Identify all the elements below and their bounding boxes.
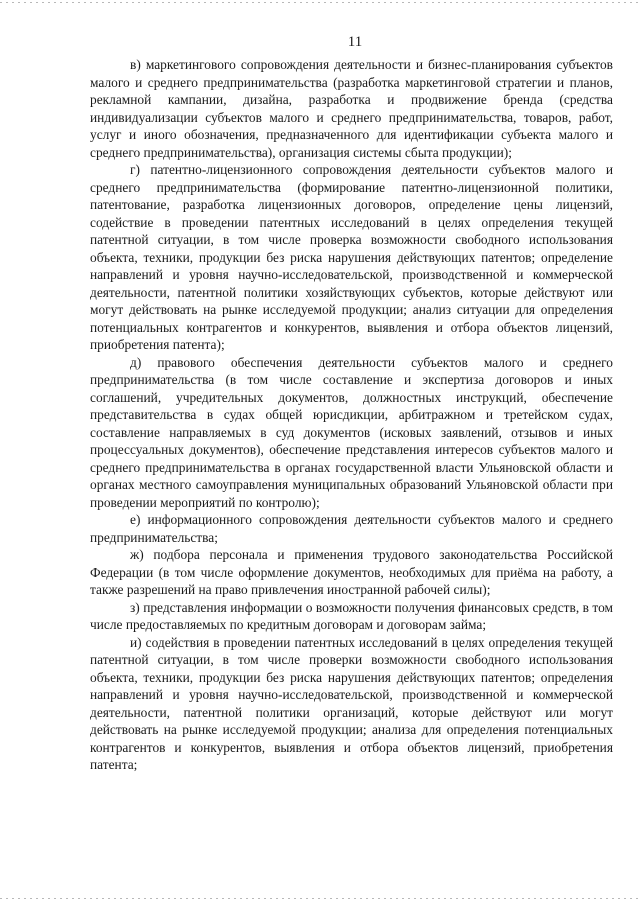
page-number: 11 [347, 34, 363, 50]
paragraph-i: и) содействия в проведении патентных исследований в целях определения текущей патентной ситуации, в том числе проверки возможности свободного использования объекта, техники, продукции без риска нарушения действующих патентов; определения направлений и уровня научно-исследовательской, производственной и коммерческой деятельности, патентной политики организаций, которые действуют или могут действовать на рынке исследуемой продукции; анализа для определения потенциальных контрагентов и конкурентов, выявления и отбора объектов лицензий, приобретения патента; [90, 634, 613, 772]
paragraph-zh: ж) подбора персонала и применения трудового законодательства Российской Федерации (в том числе оформление документов, необходимых для приёма на работу, а также разрешений на право привлечения иностранной рабочей силы); [90, 547, 613, 597]
paragraph-g: г) патентно-лицензионного сопровождения деятельности субъектов малого и среднего предпринимательства (формирование патентно-лицензионной политики, патентование, разработка лицензионных договоров, определение цены лицензий, содействие в проведении патентных исследований в целях определения текущей патентной ситуации, в том числе проверка возможности свободного использования объекта, техники, продукции без риска нарушения действующих патентов; определение направлений и уровня научно-исследовательской, производственной и коммерческой деятельности, патентной политики хозяйствующих субъектов, которые действуют или могут действовать на рынке исследуемой продукции; анализ ситуации для определения потенциальных контрагентов и конкурентов, выявления и отбора объектов лицензий, приобретения патента); [90, 162, 613, 352]
scan-edge-top [0, 2, 640, 3]
paragraph-d: д) правового обеспечения деятельности субъектов малого и среднего предпринимательства (в том числе составление и экспертиза договоров и иных соглашений, учредительных документов, должностных инструкций, обеспечение представительства в судах общей юрисдикции, арбитражном и третейском судах, составление направляемых в суд документов (исковых заявлений, отзывов и иных процессуальных документов), обеспечение представления интересов субъектов малого и среднего предпринимательства в органах государственной власти Ульяновской области и органах местного самоуправления муниципальных образований Ульяновской области при проведении мероприятий по контролю); [90, 354, 613, 510]
paragraph-e: е) информационного сопровождения деятельности субъектов малого и среднего предпринимательства; [90, 512, 613, 545]
paragraph-z: з) представления информации о возможности получения финансовых средств, в том числе предоставляемых по кредитным договорам и договорам займа; [90, 599, 613, 632]
paragraph-v: в) маркетингового сопровождения деятельности и бизнес-планирования субъектов малого и среднего предпринимательства (разработка маркетинговой стратегии и планов, рекламной кампании, дизайна, разработка и продвижение бренда (средства индивидуализации субъектов малого и среднего предпринимательства, товаров, работ, услуг и иного обозначения, предназначенного для идентификации субъекта малого и среднего предпринимательства), организация системы сбыта продукции); [90, 57, 613, 160]
scan-edge-bottom [0, 898, 640, 899]
document-body [90, 56, 613, 774]
